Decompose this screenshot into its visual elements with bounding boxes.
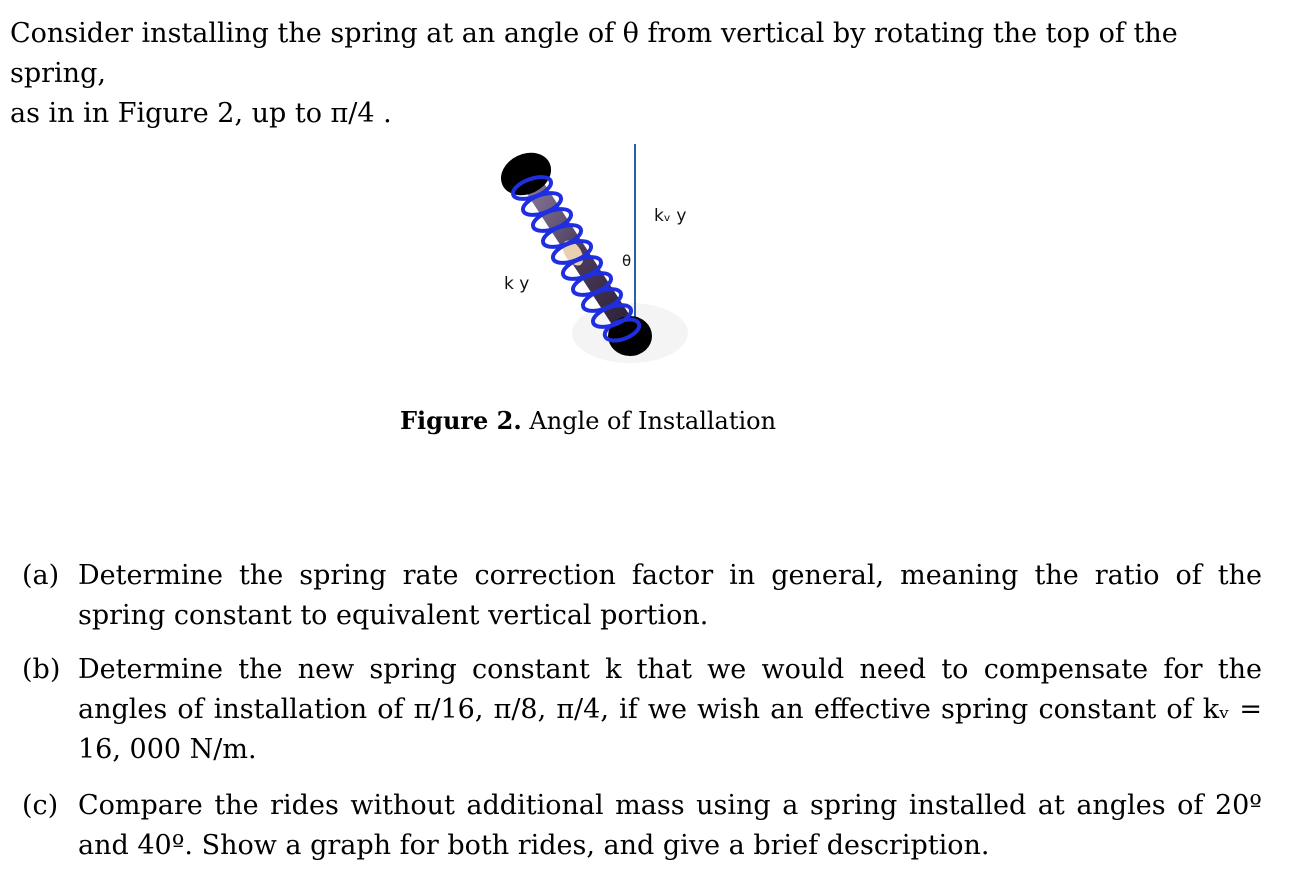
question-a-label: (a)	[22, 560, 60, 591]
question-a-text: Determine the spring rate correction factor in general, meaning the ratio of the spring constant to equivalent vertical portion.	[78, 560, 1262, 631]
spring-diagram	[470, 138, 730, 368]
question-b-label: (b)	[22, 654, 61, 685]
label-k-y: k y	[504, 274, 530, 294]
question-c	[22, 786, 1262, 866]
spring-figure	[470, 138, 730, 368]
question-c-label: (c)	[22, 790, 59, 821]
label-kv-y: kᵥ y	[654, 206, 687, 226]
question-a	[22, 556, 1262, 636]
caption-text: Angle of Installation	[529, 407, 777, 435]
intro-line-1: Consider installing the spring at an angle of θ from vertical by rotating the top of the spring,	[10, 18, 1178, 89]
label-theta: θ	[622, 252, 632, 270]
intro-paragraph	[10, 14, 1280, 134]
question-b-text: Determine the new spring constant k that we would need to compensate for the angles of installation of π/16, π/8, π/4, if we wish an effective spring constant of kᵥ = 16, 000 N/m.	[78, 654, 1262, 765]
question-b	[22, 650, 1262, 770]
figure-caption	[400, 404, 776, 438]
intro-line-2: as in in Figure 2, up to π/4 .	[10, 98, 392, 129]
caption-label: Figure 2.	[400, 406, 522, 435]
question-c-text: Compare the rides without additional mass using a spring installed at angles of 20º and 40º. Show a graph for both rides, and give a brief description.	[78, 790, 1262, 861]
